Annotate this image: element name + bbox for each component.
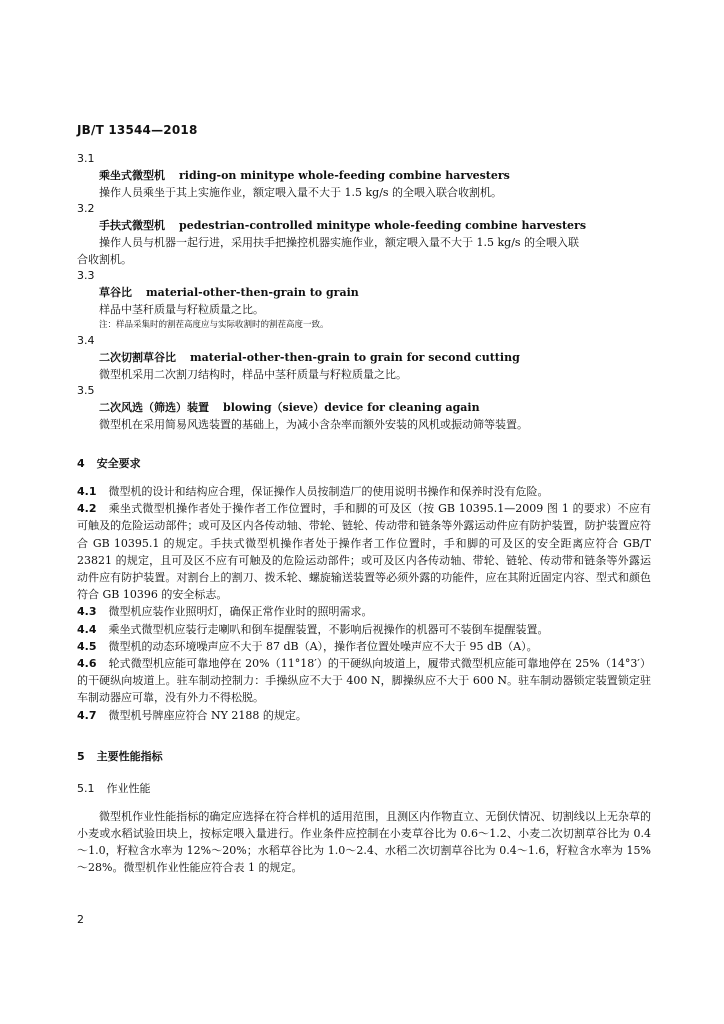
- clause-text: 微型机应装作业照明灯，确保正常作业时的照明需求。: [108, 605, 373, 619]
- term-number: 3.2: [77, 202, 95, 215]
- page-number: 2: [77, 913, 84, 926]
- term-heading: [99, 349, 651, 366]
- term-definition: 微型机采用二次割刀结构时，样品中茎秆质量与籽粒质量之比。: [99, 368, 407, 381]
- term-heading: [99, 217, 651, 234]
- term-en: material-other-then-grain to grain: [146, 286, 359, 299]
- clause: [77, 483, 651, 500]
- term-en: material-other-then-grain to grain for second cutting: [190, 351, 520, 364]
- section-heading: [77, 748, 651, 766]
- term-heading: [99, 284, 651, 301]
- section-number: 4: [77, 457, 85, 470]
- term-en: riding-on minitype whole-feeding combine harvesters: [179, 169, 510, 182]
- clause-number: 4.5: [77, 639, 97, 653]
- clause-number: 4.6: [77, 657, 97, 671]
- term-definition: 操作人员乘坐于其上实施作业，额定喂入量不大于 1.5 kg/s 的全喂入联合收割机。: [99, 186, 503, 199]
- section-title: 主要性能指标: [96, 749, 163, 763]
- clause: [77, 707, 651, 724]
- term-zh: 草谷比: [99, 286, 132, 299]
- term-definition: 操作人员与机器一起行进，采用扶手把操控机器实施作业，额定喂入量不大于 1.5 kg/s 的全喂入联: [99, 236, 580, 249]
- clause: [77, 638, 651, 655]
- term-zh: 手扶式微型机: [99, 219, 165, 232]
- clause: [77, 621, 651, 638]
- clause-number: 4.7: [77, 708, 97, 722]
- section-number: 5: [77, 749, 85, 763]
- subsection-title: 作业性能: [106, 781, 151, 795]
- term-number: 3.5: [77, 384, 95, 397]
- paragraph: 微型机作业性能指标的确定应选择在符合样机的适用范围，且测区内作物直立、无倒伏情况、切割线以上无杂草的小麦或水稻试验田块上，按标定喂入量进行。作业条件应控制在小麦草谷比为 0.6～1.2、小麦二次切割草谷比为 0.4～1.0，籽粒含水率为 12%～20%；水稻草谷比为 1.0～2.4、水稻二次切割草谷比为 0.4～1.6，籽粒含水率为 15%～28%。微型机作业性能应符合表 1 的规定。: [77, 809, 651, 875]
- clause-number: 4.1: [77, 485, 97, 498]
- term-zh: 乘坐式微型机: [99, 169, 165, 182]
- clause: [77, 655, 651, 707]
- clause-text: 微型机的动态环境噪声应不大于 87 dB（A），操作者位置处噪声应不大于 95 dB（A）。: [108, 639, 538, 653]
- subsection-heading: [77, 780, 651, 798]
- term-heading: [99, 399, 651, 416]
- term-note: 注：样品采集时的割茬高度应与实际收割时的割茬高度一致。: [99, 320, 329, 330]
- subsection-number: 5.1: [77, 781, 95, 795]
- clause: [77, 500, 651, 603]
- term-zh: 二次风选（筛选）装置: [99, 401, 209, 414]
- clause-number: 4.3: [77, 605, 97, 619]
- clause-number: 4.2: [77, 502, 97, 516]
- document-body: [77, 151, 651, 877]
- term-en: blowing（sieve）device for cleaning again: [223, 401, 480, 414]
- term-en: pedestrian-controlled minitype whole-feeding combine harvesters: [179, 219, 587, 232]
- clause-text: 轮式微型机应能可靠地停在 20%（11°18′）的干硬纵向坡道上，履带式微型机应能可靠地停在 25%（14°3′）的干硬纵向坡道上。驻车制动控制力：手操纵应不大于 400 N，脚操纵应不大于 600 N。驻车制动器锁定装置锁定驻车制动器应可靠，没有外力不得松脱。: [77, 657, 651, 705]
- term-definition-cont: 合收割机。: [77, 253, 132, 266]
- term-definition: 微型机在采用简易风选装置的基础上，为减小含杂率而额外安装的风机或振动筛等装置。: [99, 418, 528, 431]
- term-number: 3.4: [77, 334, 95, 347]
- section-heading: [77, 455, 651, 473]
- document-header: JB/T 13544—2018: [77, 123, 198, 137]
- clause-text: 乘坐式微型机应装行走喇叭和倒车提醒装置，不影响后视操作的机器可不装倒车提醒装置。: [108, 622, 549, 636]
- term-definition: 样品中茎秆质量与籽粒质量之比。: [99, 303, 264, 316]
- clause: [77, 603, 651, 620]
- section-title: 安全要求: [96, 457, 141, 470]
- clause-text: 微型机的设计和结构应合理，保证操作人员按制造厂的使用说明书操作和保养时没有危险。: [108, 485, 549, 498]
- clause-text: 微型机号牌座应符合 NY 2188 的规定。: [108, 708, 307, 722]
- term-number: 3.3: [77, 269, 95, 282]
- term-zh: 二次切割草谷比: [99, 351, 176, 364]
- clause-text: 乘坐式微型机操作者处于操作者工作位置时，手和脚的可及区（按 GB 10395.1—2009 图 1 的要求）不应有可触及的危险运动部件；或可及区内各传动轴、带轮、链轮、传动带和链条等外露运动件应有防护装置，防护装置应符合 GB 10395.1 的规定。手扶式微型机操作者处于操作者工作位置时，手和脚的可及区的安全距离应符合 GB/T 23821 的规定，且可及区不应有可触及的危险运动部件；或可及区内各传动轴、带轮、链轮、传动带和链条等外露运动件应有防护装置。对割台上的割刀、拨禾轮、螺旋输送装置等必须外露的功能件，应在其附近固定内容、型式和颜色符合 GB 10396 的安全标志。: [77, 502, 651, 602]
- term-number: 3.1: [77, 152, 95, 165]
- term-heading: [99, 167, 651, 184]
- clause-number: 4.4: [77, 622, 97, 636]
